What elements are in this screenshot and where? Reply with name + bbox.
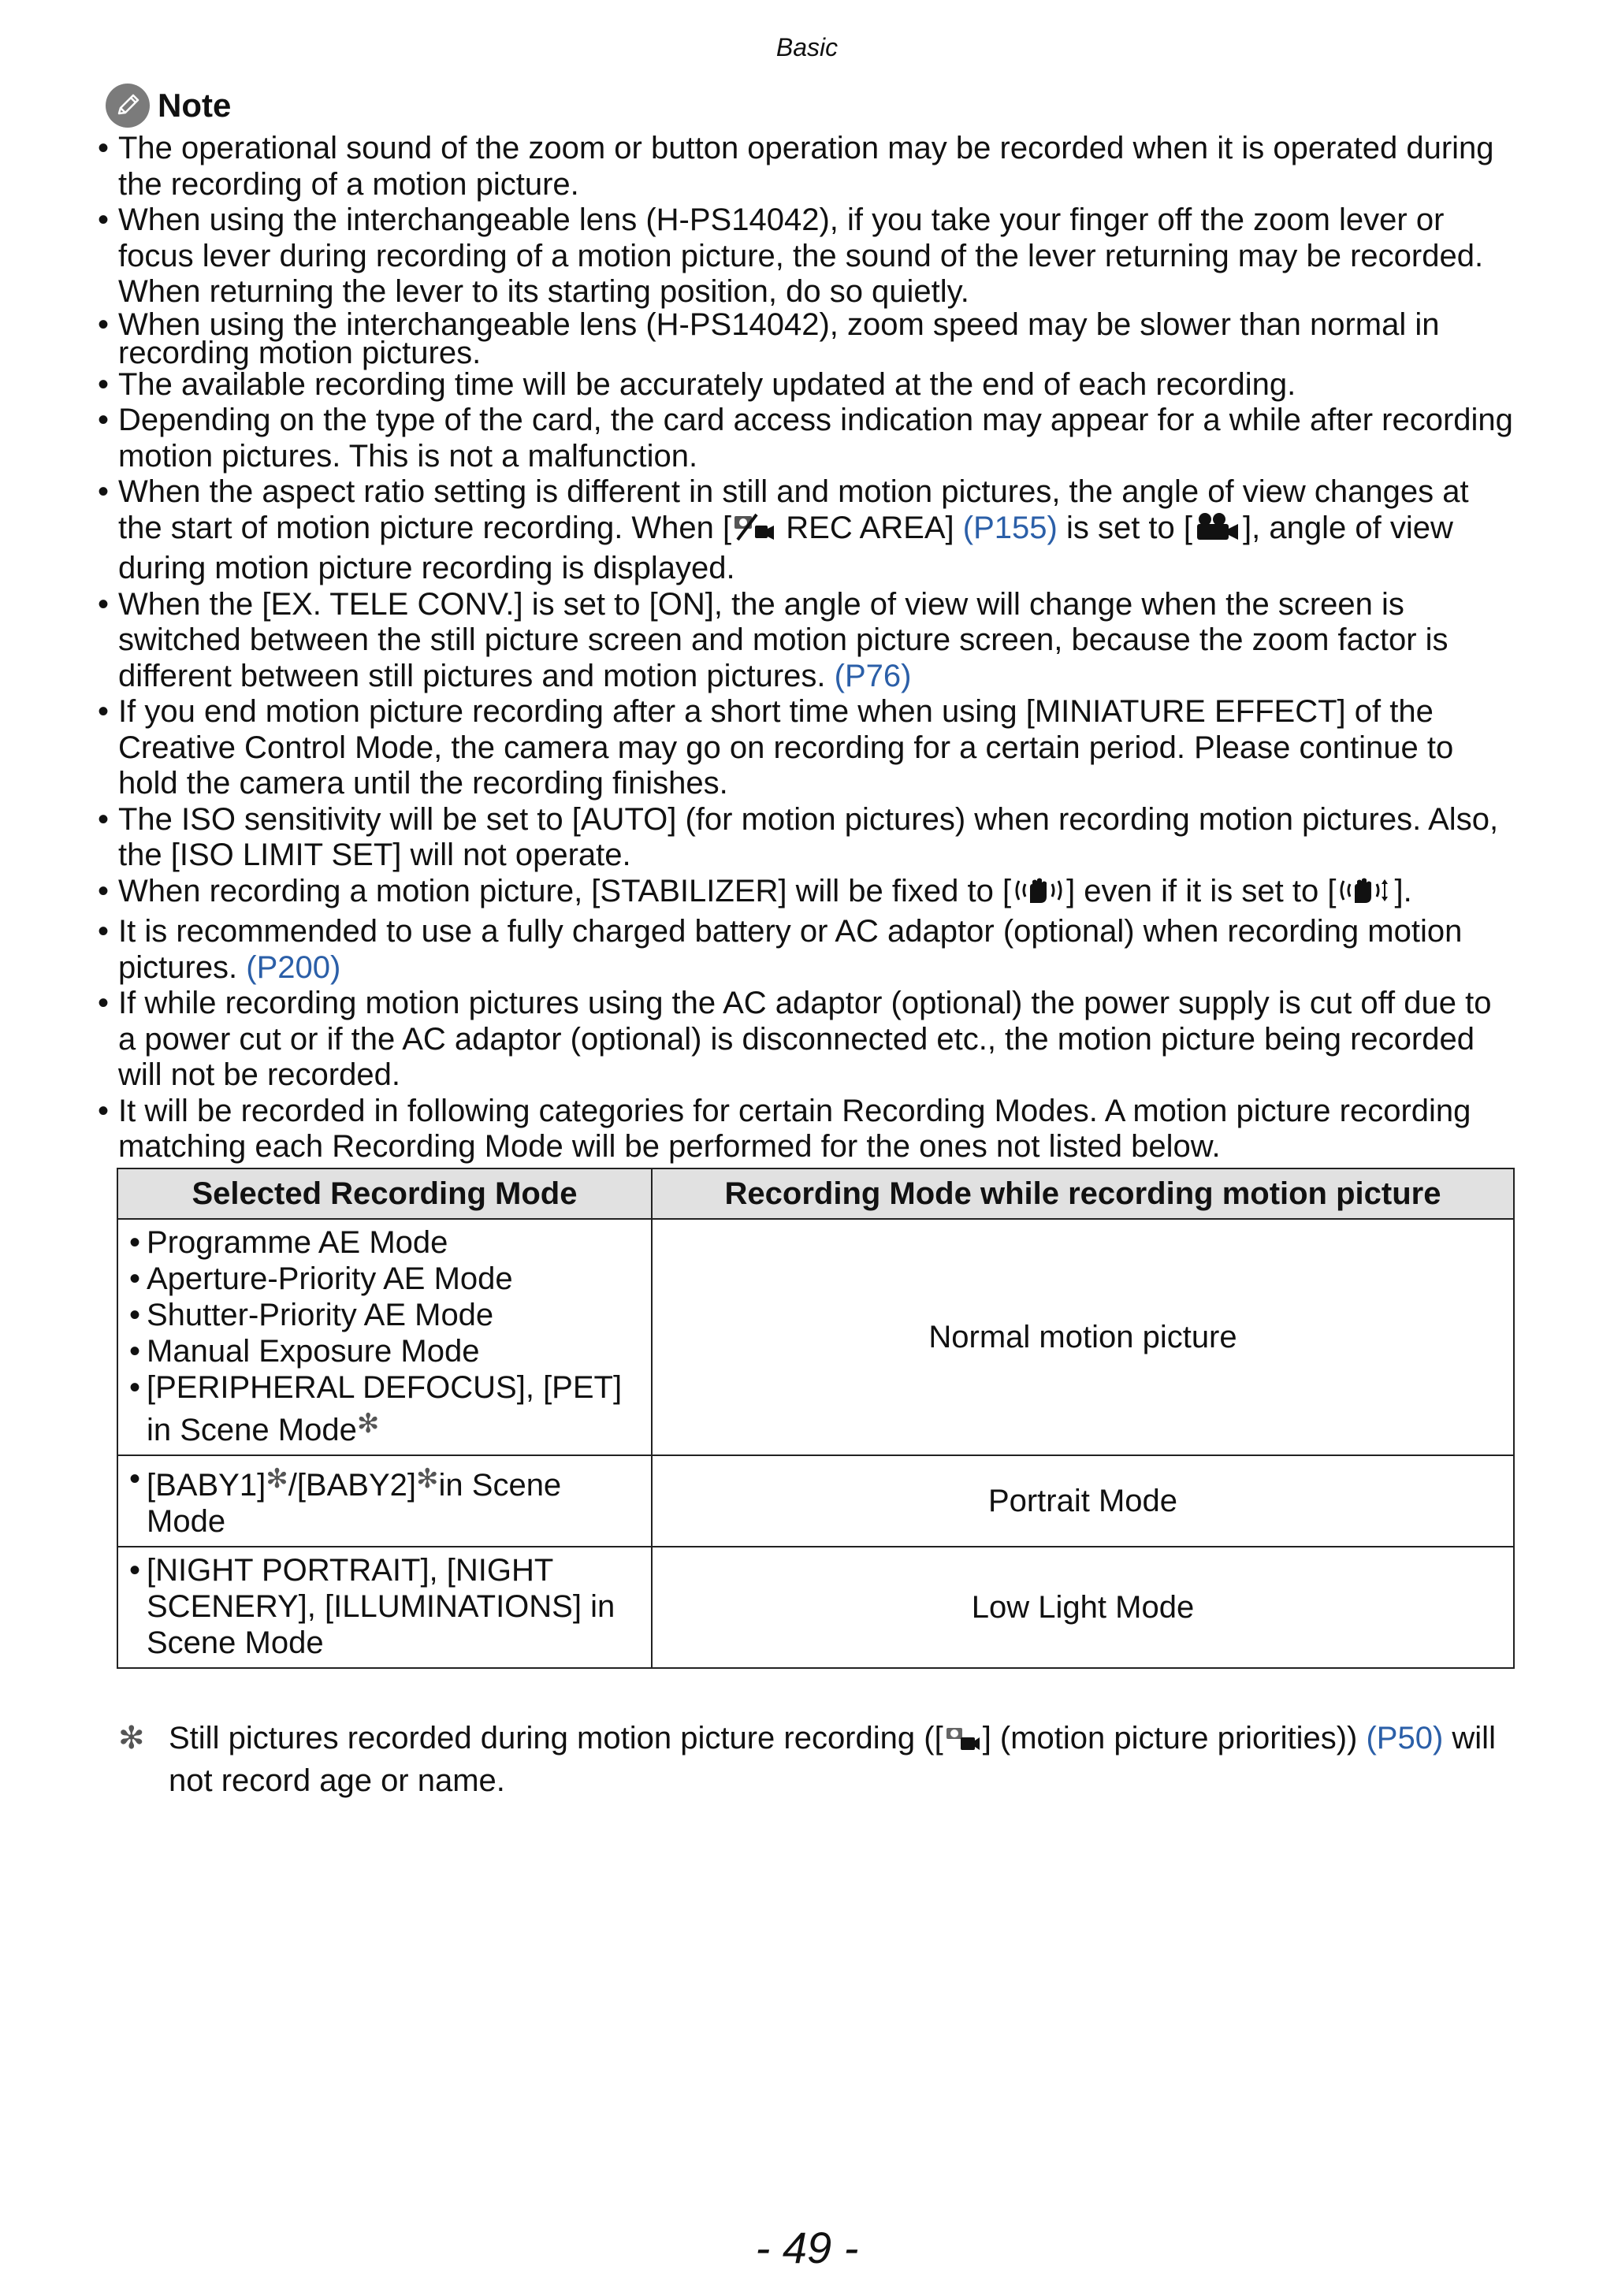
mode-label: Aperture-Priority AE Mode [147, 1261, 513, 1296]
note-item [95, 307, 1513, 370]
table-row [117, 1455, 1514, 1547]
page-reference-link[interactable]: (P155) [962, 510, 1058, 545]
footnote-text [118, 1719, 1505, 1800]
bullet: • [129, 1298, 141, 1332]
stabilizer-icon [1013, 875, 1065, 915]
camera-movie-icon [733, 511, 775, 552]
note-text: It is recommended to use a fully charged battery or AC adaptor (optional) when recording motion pictures. [118, 914, 1463, 985]
note-title: Note [158, 87, 232, 124]
table-header-row [117, 1168, 1514, 1219]
notes-list [95, 131, 1513, 1165]
stabilizer-panning-icon [1337, 875, 1393, 915]
table-row [117, 1219, 1514, 1455]
bullet: • [98, 986, 110, 1020]
bullet: • [98, 1093, 110, 1128]
note-text: When the aspect ratio setting is different in still and motion pictures, the angle of view changes at the start of motion picture recording. When [ [118, 474, 1469, 545]
bullet: • [129, 1334, 141, 1369]
note-item [95, 914, 1513, 986]
mode-label: Shutter-Priority AE Mode [147, 1298, 494, 1332]
note-text: When using the interchangeable lens (H-PS14042), if you take your finger off the zoom lever or focus lever during recording of a motion picture, the sound of the lever returning may be recorded. When returning the lever to its starting position, do so quietly. [118, 202, 1484, 309]
note-item [95, 802, 1513, 874]
footnote-page-link[interactable]: (P50) [1366, 1721, 1444, 1755]
note-text: When using the interchangeable lens (H-PS14042), zoom speed may be slower than normal in recording motion pictures. [118, 307, 1440, 370]
bullet: • [129, 1462, 141, 1496]
footnote-marker: ✻ [356, 1409, 380, 1439]
bullet: • [98, 202, 110, 237]
selected-mode-cell [117, 1455, 652, 1547]
note-text: The available recording time will be accurately updated at the end of each recording. [118, 366, 1296, 402]
note-item [95, 131, 1513, 202]
selected-mode-cell [117, 1547, 652, 1668]
note-item [95, 367, 1513, 403]
bullet: • [129, 1225, 141, 1260]
pencil-icon [106, 84, 150, 128]
mode-label: /[BABY2] [288, 1468, 417, 1503]
note-item [95, 587, 1513, 695]
note-text: When the [EX. TELE CONV.] is set to [ON], the angle of view will change when the screen is switched between the still picture screen and motion picture screen, because the zoom factor is different between still pictures and motion pictures. [118, 586, 1449, 693]
mode-list-item [126, 1369, 643, 1448]
note-text: The ISO sensitivity will be set to [AUTO] (for motion pictures) when recording motion pictures. Also, the [ISO LIMIT SET] will not operate. [118, 801, 1499, 872]
note-text: REC AREA] [777, 510, 963, 545]
footnote-marker: ✻ [416, 1464, 439, 1494]
bullet: • [98, 403, 110, 437]
mode-list-item [126, 1552, 643, 1661]
footnote-marker: ✻ [266, 1464, 288, 1494]
note-item [95, 874, 1513, 915]
mode-label: Manual Exposure Mode [147, 1334, 480, 1369]
movie-camera-icon [1194, 511, 1241, 552]
note-item [95, 986, 1513, 1094]
footnote-mark: ✻ [118, 1721, 145, 1755]
motion-mode-cell: Portrait Mode [652, 1455, 1514, 1547]
mode-list-item [126, 1224, 643, 1261]
bullet: • [129, 1553, 141, 1588]
table-row [117, 1547, 1514, 1668]
mode-list-item [126, 1261, 643, 1297]
mode-label: Programme AE Mode [147, 1225, 448, 1260]
note-item [95, 474, 1513, 587]
bullet: • [98, 914, 110, 949]
note-item [95, 403, 1513, 474]
note-heading [106, 84, 231, 128]
mode-label: [PERIPHERAL DEFOCUS], [PET] in Scene Mode [147, 1370, 623, 1447]
mode-label: [BABY1] [147, 1468, 266, 1503]
mode-label: [NIGHT PORTRAIT], [NIGHT SCENERY], [ILLUMINATIONS] in Scene Mode [147, 1553, 615, 1660]
motion-mode-cell: Low Light Mode [652, 1547, 1514, 1668]
motion-mode-cell: Normal motion picture [652, 1219, 1514, 1455]
note-text: The operational sound of the zoom or button operation may be recorded when it is operated during the recording of a motion picture. [118, 131, 1494, 202]
note-text: If you end motion picture recording after a short time when using [MINIATURE EFFECT] of the Creative Control Mode, the camera may go on recording for a certain period. Please continue to hold the camera until the recording finishes. [118, 694, 1454, 801]
note-text: When recording a motion picture, [STABILIZER] will be fixed to [ [118, 873, 1012, 908]
footnote-text-end: will not record age or name. [169, 1721, 1496, 1798]
page-header: Basic [775, 33, 839, 61]
footnote-text-start: Still pictures recorded during motion picture recording ([ [169, 1721, 943, 1755]
bullet: • [98, 586, 110, 622]
mode-list-item [126, 1297, 643, 1333]
note-text: ]. [1394, 873, 1412, 908]
bullet: • [98, 694, 110, 729]
mode-list-item [126, 1333, 643, 1369]
footnote [118, 1719, 1505, 1800]
motion-picture-priority-icon [945, 1722, 981, 1762]
bullet: • [98, 873, 110, 908]
note-text: ], angle of view during motion picture recording is displayed. [118, 510, 1453, 585]
bullet: • [98, 307, 110, 342]
note-text: Depending on the type of the card, the card access indication may appear for a while after recording motion pictures. This is not a malfunction. [118, 403, 1513, 474]
column-header-selected-mode: Selected Recording Mode [117, 1168, 652, 1219]
note-text: It will be recorded in following categories for certain Recording Modes. A motion picture recording matching each Recording Mode will be performed for the ones not listed below. [118, 1093, 1471, 1164]
bullet: • [98, 801, 110, 837]
bullet: • [98, 474, 110, 509]
page-number: - 49 - [755, 2223, 859, 2272]
page-reference-link[interactable]: (P200) [246, 949, 341, 985]
note-item [95, 1094, 1513, 1165]
selected-mode-cell [117, 1219, 652, 1455]
page-reference-link[interactable]: (P76) [834, 658, 912, 693]
mode-list-item [126, 1461, 643, 1540]
note-text: ] even if it is set to [ [1066, 873, 1337, 908]
footnote-text-middle: ] (motion picture priorities)) [982, 1721, 1367, 1755]
note-item [95, 694, 1513, 802]
bullet: • [129, 1261, 141, 1296]
bullet: • [129, 1370, 141, 1405]
recording-mode-table [117, 1168, 1515, 1669]
note-item [95, 202, 1513, 310]
bullet: • [98, 131, 110, 165]
mode-label: in Scene Mode [147, 1468, 562, 1539]
note-text: If while recording motion pictures using the AC adaptor (optional) the power supply is cut off due to a power cut or if the AC adaptor (optional) is disconnected etc., the motion picture being recorded will not be recorded. [118, 986, 1492, 1092]
bullet: • [98, 366, 110, 402]
note-text: is set to [ [1057, 510, 1193, 545]
column-header-motion-mode: Recording Mode while recording motion picture [652, 1168, 1514, 1219]
